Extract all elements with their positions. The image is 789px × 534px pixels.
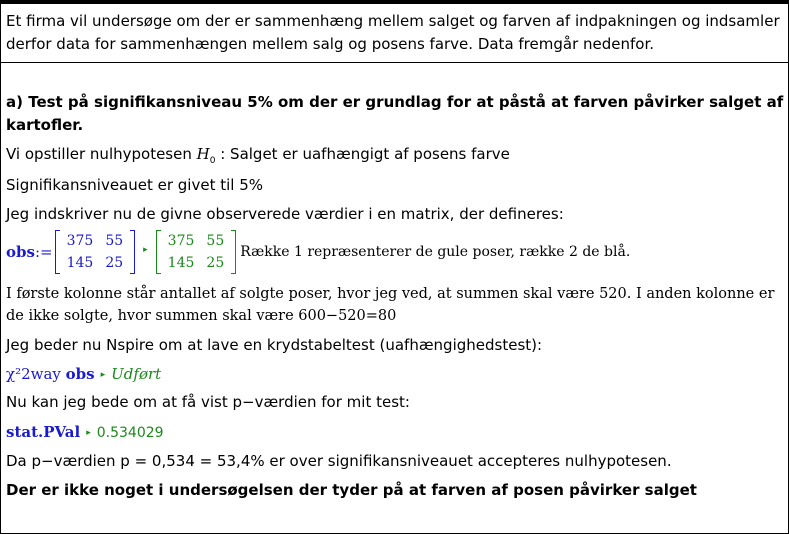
ask-test-line: Jeg beder nu Nspire om at lave en krydstabeltest (uafhængighedstest): (6, 336, 543, 354)
section-divider (1, 62, 788, 63)
significance-line: Signifikansniveauet er givet til 5% (6, 176, 264, 194)
conclusion-line: Da p−værdien p = 0,534 = 53,4% er over signifikansniveauet accepteres nulhypotesen. (6, 452, 672, 470)
obs-input-matrix (55, 230, 136, 274)
obs-label: obs (6, 243, 35, 261)
intro-line-1: Et firma vil undersøge om der er sammenhæng mellem salget og farven af indpakningen og indsamler (6, 12, 780, 30)
matrix-cell: 25 (105, 255, 124, 271)
chi-result: Udført (111, 365, 162, 383)
hypothesis-subscript: 0 (209, 156, 216, 166)
matrix-cell: 375 (66, 233, 94, 249)
hypothesis-symbol: H (196, 145, 210, 163)
pval-result: 0.534029 (96, 425, 164, 441)
result-arrow-icon: ▸ (100, 370, 106, 380)
obs-output-matrix (156, 230, 237, 274)
hypothesis-prefix: Vi opstiller nulhypotesen (6, 145, 197, 163)
result-arrow-icon: ▸ (86, 428, 91, 438)
enter-matrix-line: Jeg indskriver nu de givne observerede værdier i en matrix, der defineres: (6, 205, 564, 223)
obs-definition-line (6, 230, 630, 274)
explain-line-2: de ikke solgte, hvor summen skal være 600−520=80 (6, 308, 397, 324)
result-arrow-icon: ▸ (143, 245, 148, 255)
chi-command: χ²2way (6, 365, 66, 383)
explain-line-1: I første kolonne står antallet af solgte poser, hvor jeg ved, at summen skal være 520. I anden kolonne er (6, 286, 775, 302)
obs-comment: Række 1 repræsenterer de gule poser, række 2 de blå. (240, 244, 631, 260)
pval-command: stat.PVal (6, 423, 81, 441)
matrix-cell: 55 (206, 233, 225, 249)
matrix-cell: 25 (206, 255, 225, 271)
matrix-cell: 55 (105, 233, 124, 249)
matrix-cell: 145 (66, 255, 94, 271)
matrix-cell: 145 (167, 255, 195, 271)
obs-assign: := (34, 243, 53, 261)
hypothesis-suffix: : Salget er uafhængigt af posens farve (215, 145, 510, 163)
final-line: Der er ikke noget i undersøgelsen der tyder på at farven af posen påvirker salget (6, 481, 697, 499)
pval-command-line (6, 423, 164, 441)
matrix-cell: 375 (167, 233, 195, 249)
question-line-1: a) Test på signifikansniveau 5% om der er grundlag for at påstå at farven påvirker salget af (6, 93, 784, 111)
hypothesis-line (6, 145, 510, 166)
intro-line-2: derfor data for sammenhængen mellem salg og posens farve. Data fremgår nedenfor. (6, 35, 655, 53)
question-line-2: kartofler. (6, 116, 84, 134)
ask-pval-line: Nu kan jeg bede om at få vist p−værdien for mit test: (6, 393, 410, 411)
chi-command-line (6, 365, 161, 383)
chi-argument: obs (65, 365, 95, 383)
